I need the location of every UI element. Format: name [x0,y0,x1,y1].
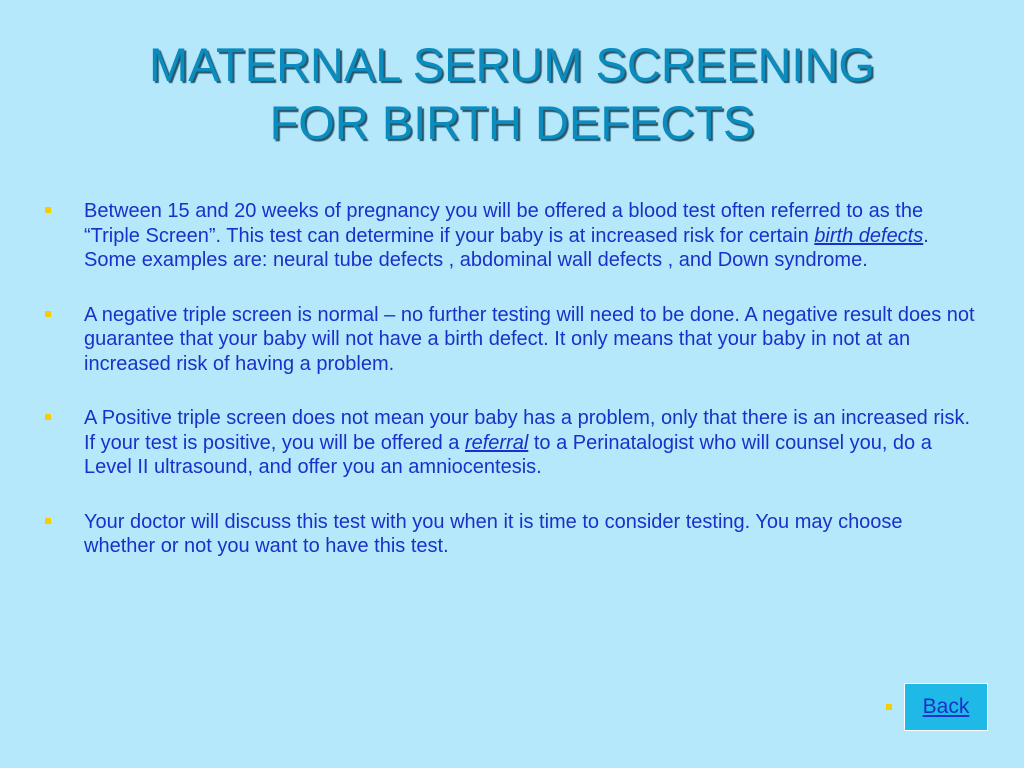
bullet-marker-icon [45,518,51,524]
bullet-text: Between 15 and 20 weeks of pregnancy you will be offered a blood test often referred to as the “Triple Screen”. This test can determine if your baby is at increased risk for certain [84,200,924,247]
bullet-text: A Positive triple screen does not mean your baby has a problem, only that there is an increased risk. If your test is positive, you will be offered a [84,407,971,454]
bullet-item-negative-screen [44,303,979,377]
bullet-marker-icon [45,414,51,420]
referral-link[interactable]: referral [464,431,529,454]
bullet-item-triple-screen [44,199,979,273]
bullet-list [44,199,979,589]
bullet-text: A negative triple screen is normal – no further testing will need to be done. A negative result does not guarantee that your baby will not have a birth defect. It only means that your baby in not at an increased risk of having a problem. [84,303,975,375]
bullet-text: . Some examples are: neural tube defects , abdominal wall defects , and Down syndrome. [84,224,929,271]
slide-title-line-2: FOR BIRTH DEFECTS [269,96,755,149]
slide-title [40,36,984,152]
bullet-marker-icon [45,311,51,317]
bullet-text: Your doctor will discuss this test with you when it is time to consider testing. You may choose whether or not you want to have this test. [84,510,903,557]
back-button[interactable]: Back [904,683,988,731]
birth-defects-link[interactable]: birth defects [814,224,924,247]
bullet-item-doctor-discussion [44,510,979,559]
bullet-item-positive-screen [44,406,979,480]
bullet-marker-icon [886,704,892,710]
bullet-text: to a Perinatalogist who will counsel you, do a Level II ultrasound, and offer you an amniocentesis. [84,431,932,478]
slide-title-line-1: MATERNAL SERUM SCREENING [149,38,875,91]
bullet-marker-icon [45,207,51,213]
